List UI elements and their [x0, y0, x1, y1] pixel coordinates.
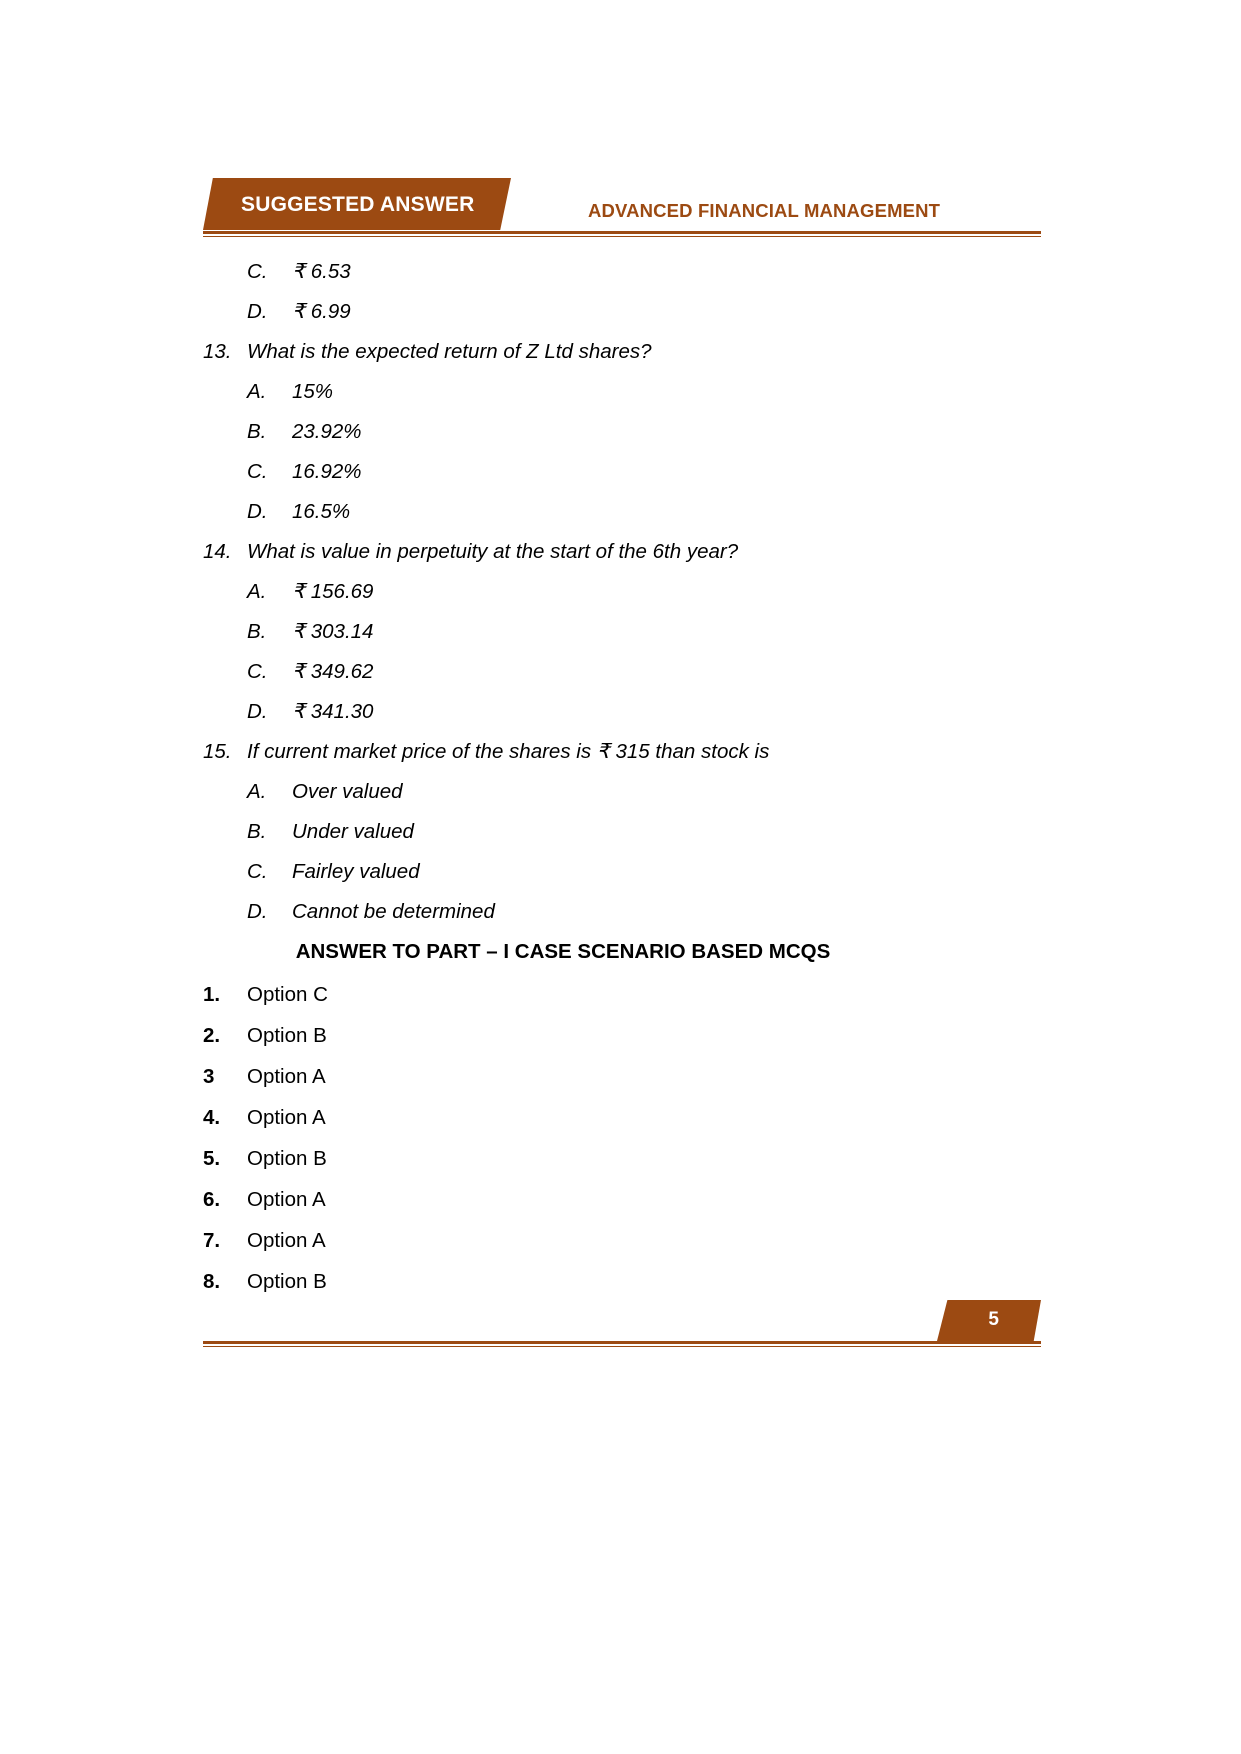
- answer-text: Option B: [247, 1146, 327, 1170]
- page-header: [203, 178, 1041, 240]
- option-letter: B.: [247, 420, 267, 443]
- option-text: ₹ 341.30: [292, 700, 374, 723]
- option-text: ₹ 156.69: [292, 580, 374, 603]
- answer-number: 2.: [203, 1023, 221, 1047]
- answer-text: Option A: [247, 1064, 326, 1088]
- question-number: 14.: [203, 540, 232, 563]
- question-text: What is the expected return of Z Ltd shares?: [247, 340, 652, 363]
- option-text: Cannot be determined: [292, 900, 495, 923]
- option-letter: D.: [247, 700, 268, 723]
- option-letter: C.: [247, 260, 268, 283]
- option-text: 23.92%: [292, 420, 362, 443]
- option-text: 16.5%: [292, 500, 351, 523]
- option-text: ₹ 303.14: [292, 620, 374, 643]
- option-text: ₹ 6.99: [292, 300, 351, 323]
- question-number: 15.: [203, 740, 232, 763]
- option-text: ₹ 6.53: [292, 260, 351, 283]
- answer-number: 3: [203, 1064, 215, 1088]
- option-letter: D.: [247, 900, 268, 923]
- page-content: [203, 262, 1063, 1313]
- answer-text: Option B: [247, 1023, 327, 1047]
- option-text: Under valued: [292, 820, 414, 843]
- option-letter: A.: [247, 580, 267, 603]
- answer-row: [203, 1023, 1063, 1047]
- option-text: ₹ 349.62: [292, 660, 374, 683]
- answers-section-heading: ANSWER TO PART – I CASE SCENARIO BASED MCQS: [295, 940, 831, 963]
- option-row: [203, 862, 1063, 883]
- option-text: Over valued: [292, 780, 403, 803]
- option-row: [203, 822, 1063, 843]
- answer-row: [203, 1146, 1063, 1170]
- option-letter: B.: [247, 620, 267, 643]
- answer-text: Option A: [247, 1228, 326, 1252]
- question-text: What is value in perpetuity at the start of the 6th year?: [247, 540, 739, 563]
- question-text: If current market price of the shares is ₹ 315 than stock is: [247, 740, 770, 763]
- option-text: 15%: [292, 380, 334, 403]
- answer-number: 7.: [203, 1228, 221, 1252]
- option-row: [203, 262, 1063, 283]
- answer-row: [203, 1064, 1063, 1088]
- option-row: [203, 662, 1063, 683]
- header-tab-label: SUGGESTED ANSWER: [241, 193, 475, 216]
- answer-number: 4.: [203, 1105, 221, 1129]
- option-letter: B.: [247, 820, 267, 843]
- footer-rule-thick: [203, 1341, 1041, 1344]
- page-number: 5: [988, 1309, 999, 1330]
- answer-row: [203, 1269, 1063, 1293]
- answer-row: [203, 1187, 1063, 1211]
- option-letter: D.: [247, 300, 268, 323]
- answer-number: 1.: [203, 982, 221, 1006]
- option-row: [203, 782, 1063, 803]
- header-rule-thin: [203, 236, 1041, 237]
- option-row: [203, 382, 1063, 403]
- option-row: [203, 422, 1063, 443]
- answer-row: [203, 982, 1063, 1006]
- option-text: Fairley valued: [292, 860, 420, 883]
- answer-number: 6.: [203, 1187, 221, 1211]
- answer-text: Option A: [247, 1187, 326, 1211]
- option-letter: C.: [247, 860, 268, 883]
- answer-number: 8.: [203, 1269, 221, 1293]
- option-row: [203, 502, 1063, 523]
- option-letter: C.: [247, 460, 268, 483]
- answer-number: 5.: [203, 1146, 221, 1170]
- question-row: [203, 342, 1063, 363]
- question-row: [203, 542, 1063, 563]
- footer-rule-thin: [203, 1346, 1041, 1347]
- answer-text: Option B: [247, 1269, 327, 1293]
- option-row: [203, 702, 1063, 723]
- option-letter: A.: [247, 780, 267, 803]
- answer-text: Option A: [247, 1105, 326, 1129]
- option-row: [203, 462, 1063, 483]
- option-letter: A.: [247, 380, 267, 403]
- question-row: [203, 742, 1063, 763]
- header-rule-thick: [203, 231, 1041, 234]
- option-row: [203, 302, 1063, 323]
- question-number: 13.: [203, 340, 232, 363]
- option-letter: C.: [247, 660, 268, 683]
- option-letter: D.: [247, 500, 268, 523]
- answer-text: Option C: [247, 982, 328, 1006]
- option-text: 16.92%: [292, 460, 362, 483]
- option-row: [203, 582, 1063, 603]
- header-subject-title: ADVANCED FINANCIAL MANAGEMENT: [588, 200, 941, 221]
- answer-row: [203, 1105, 1063, 1129]
- option-row: [203, 902, 1063, 923]
- answer-row: [203, 1228, 1063, 1252]
- option-row: [203, 622, 1063, 643]
- page-footer: [203, 1300, 1041, 1358]
